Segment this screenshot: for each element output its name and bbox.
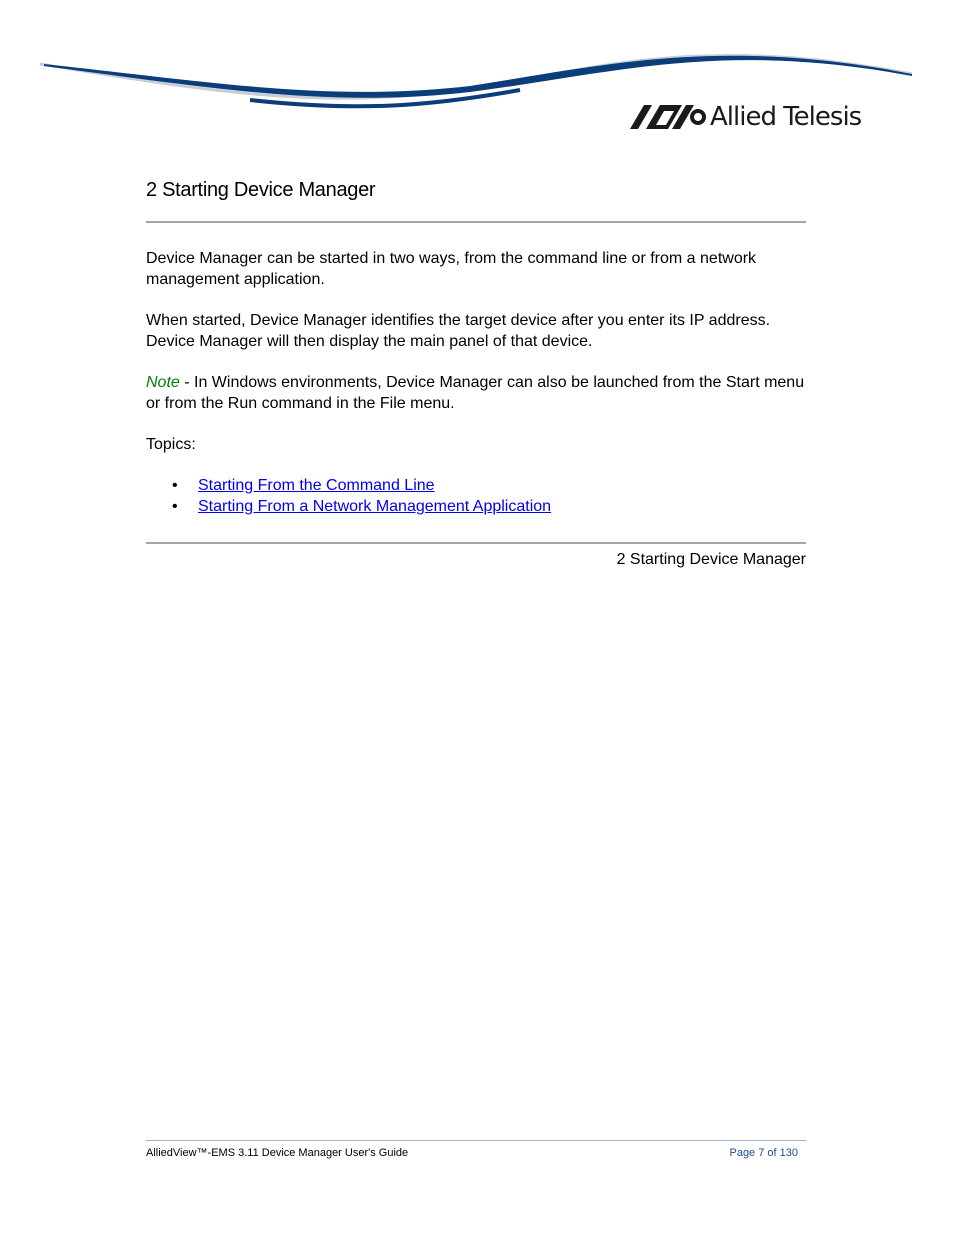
section-footer-title: 2 Starting Device Manager bbox=[616, 551, 806, 568]
guide-title: AlliedView™-EMS 3.11 Device Manager User's Guide bbox=[146, 1147, 409, 1159]
topic-list bbox=[146, 475, 806, 517]
link-starting-from-command-line[interactable]: Starting From the Command Line bbox=[198, 477, 435, 494]
bullet-icon: • bbox=[172, 498, 178, 515]
note-text: - In Windows environments, Device Manager can also be launched from the Start menu or from the Run command in the File menu. bbox=[146, 374, 805, 412]
brand-logo bbox=[630, 100, 861, 134]
list-item bbox=[146, 496, 806, 517]
brand-name: Allied Telesis bbox=[710, 102, 862, 132]
note-label: Note bbox=[146, 374, 180, 391]
bullet-icon: • bbox=[172, 477, 178, 494]
note-paragraph bbox=[146, 372, 806, 414]
startup-paragraph: When started, Device Manager identifies the target device after you enter its IP address. Device Manager will then display the main panel of that device. bbox=[146, 312, 771, 350]
title-divider bbox=[146, 221, 806, 223]
allied-telesis-logo-icon bbox=[630, 103, 706, 131]
list-item bbox=[146, 475, 806, 496]
link-starting-from-network-management-application[interactable]: Starting From a Network Management Application bbox=[198, 498, 552, 515]
intro-paragraph: Device Manager can be started in two ways, from the command line or from a network management application. bbox=[146, 250, 757, 288]
section-divider bbox=[146, 542, 806, 544]
page-footer bbox=[146, 1140, 806, 1161]
topics-label: Topics: bbox=[146, 436, 196, 453]
page-title: 2 Starting Device Manager bbox=[146, 179, 376, 201]
main-content bbox=[146, 172, 806, 570]
page-number: Page 7 of 130 bbox=[729, 1147, 798, 1159]
